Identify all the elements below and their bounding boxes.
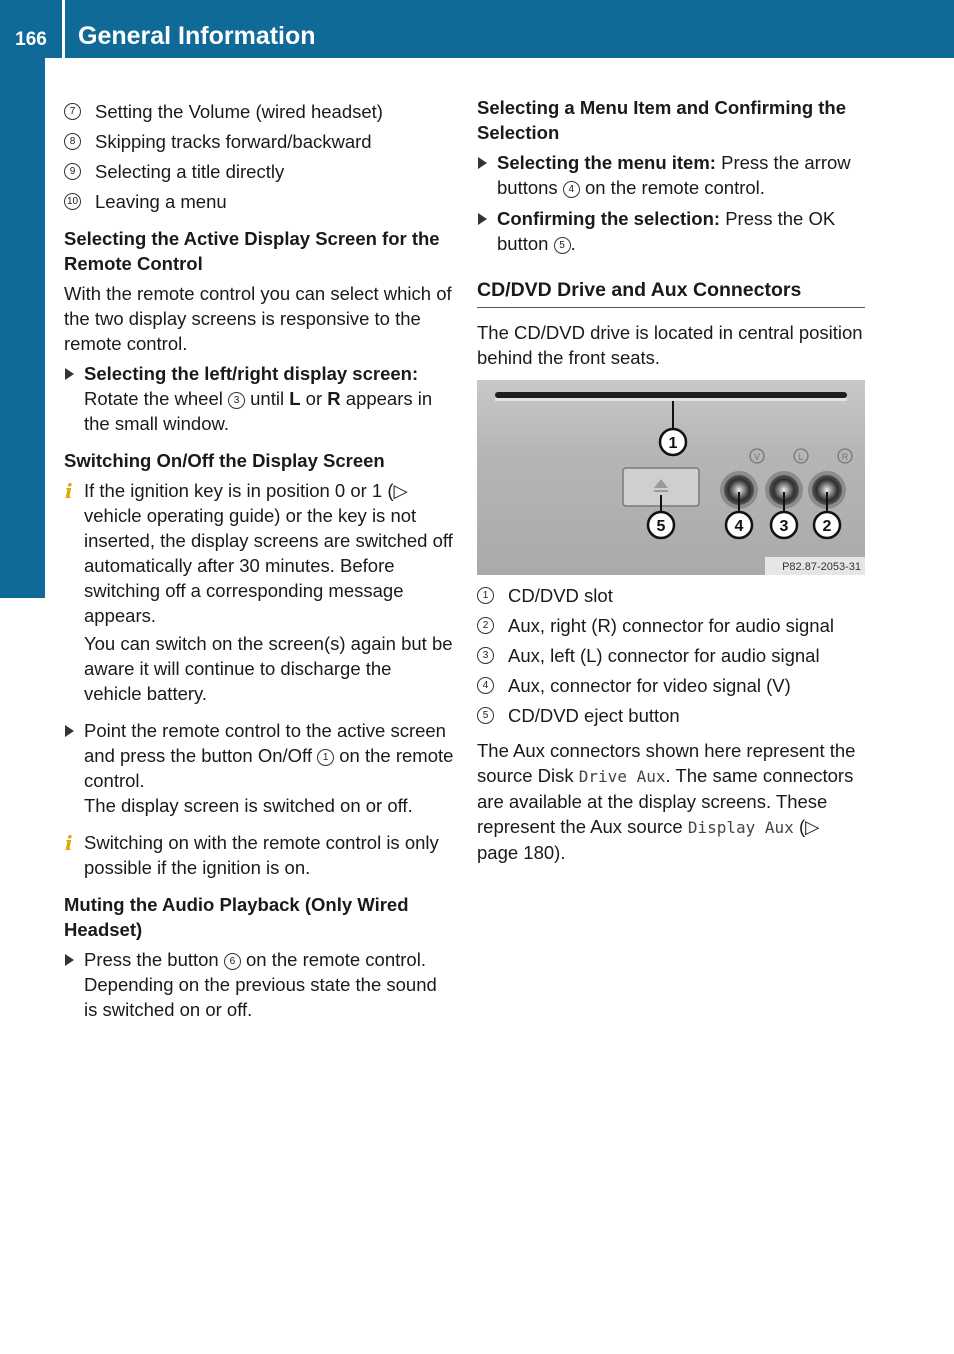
number-circle-icon: 9 — [64, 163, 81, 180]
instruction-step: Point the remote control to the active screen and press the button On/Off 1 on the remote control. The display screen is switched on or off. — [64, 718, 454, 818]
svg-text:L: L — [798, 452, 804, 462]
instruction-step: Selecting the left/right display screen: Rotate the wheel 3 until L or R appears in the small window. — [64, 361, 454, 436]
section-body: With the remote control you can select which of the two display screens is responsive to the remote control. — [64, 283, 452, 354]
legend-item: 4 Aux, connector for video signal (V) — [477, 673, 865, 698]
page-reference-link[interactable]: page 180). — [477, 842, 566, 863]
legend-item: 5 CD/DVD eject button — [477, 703, 865, 728]
drive-illustration — [477, 380, 865, 575]
section-heading: Switching On/Off the Display Screen — [64, 450, 385, 471]
section-body: The CD/DVD drive is located in central position behind the front seats. — [477, 322, 863, 368]
info-note: i If the ignition key is in position 0 or 1 (▷ vehicle operating guide) or the key is not inserted, the display screens are switched off automatically after 30 minutes. Before switching off a corresponding message appears. You can switch on the screen(s) again but be aware it will continue to discharge the vehicle battery. — [65, 479, 453, 704]
svg-text:V: V — [753, 452, 761, 462]
step-arrow-icon — [65, 954, 74, 966]
number-circle-icon: 5 — [554, 237, 571, 254]
svg-text:5: 5 — [656, 518, 666, 535]
number-circle-icon: 1 — [477, 587, 494, 604]
step-arrow-icon — [65, 368, 74, 380]
cd-dvd-drive-photo — [477, 380, 865, 575]
number-circle-icon: 2 — [477, 617, 494, 634]
figure-code: P82.87-2053-31 — [782, 561, 861, 573]
step-arrow-icon — [478, 157, 487, 169]
page-title: General Information — [78, 22, 316, 50]
info-icon: i — [65, 479, 73, 503]
step-result: The display screen is switched on or off. — [84, 795, 413, 816]
number-circle-icon: 10 — [64, 193, 81, 210]
legend-item: 1 CD/DVD slot — [477, 583, 865, 608]
info-note: i Switching on with the remote control is only possible if the ignition is on. — [65, 831, 439, 878]
step-result: Depending on the previous state the sound is switched on or off. — [84, 974, 437, 1020]
number-circle-icon: 3 — [228, 392, 245, 409]
section-heading: Selecting a Menu Item and Confirming the Selection — [477, 97, 847, 143]
list-item: 7 Setting the Volume (wired headset) — [64, 99, 454, 124]
info-icon: i — [65, 831, 73, 855]
svg-text:R: R — [841, 452, 849, 462]
list-item: 9 Selecting a title directly — [64, 159, 454, 184]
number-circle-icon: 5 — [477, 707, 494, 724]
number-circle-icon: 7 — [64, 103, 81, 120]
aux-description: The Aux connectors shown here represent the source Disk Drive Aux. The same connectors are available at the display screens. These represent the Aux source Display Aux (▷ page 180). — [477, 740, 856, 863]
number-circle-icon: 4 — [563, 181, 580, 198]
svg-text:3: 3 — [779, 518, 789, 535]
instruction-step: Press the button 6 on the remote control. Depending on the previous state the sound is switched on or off. — [64, 947, 454, 1022]
list-item: 10 Leaving a menu — [64, 189, 454, 214]
step-arrow-icon — [478, 213, 487, 225]
svg-text:1: 1 — [668, 435, 678, 452]
left-column — [64, 99, 454, 1028]
right-column — [477, 95, 865, 865]
header-divider — [62, 0, 65, 58]
svg-text:4: 4 — [734, 518, 744, 535]
legend-item: 3 Aux, left (L) connector for audio signal — [477, 643, 865, 668]
side-tab-label: Rear Seat Entertainment — [6, 213, 37, 539]
section-heading: Muting the Audio Playback (Only Wired Headset) — [64, 894, 409, 940]
number-circle-icon: 6 — [224, 953, 241, 970]
number-circle-icon: 4 — [477, 677, 494, 694]
section-heading: Selecting the Active Display Screen for the Remote Control — [64, 228, 440, 274]
legend-item: 2 Aux, right (R) connector for audio signal — [477, 613, 865, 638]
page-number: 166 — [15, 29, 47, 50]
instruction-step: Selecting the menu item: Press the arrow buttons 4 on the remote control. — [477, 150, 865, 200]
instruction-step: Confirming the selection: Press the OK button 5 . — [477, 206, 865, 256]
list-item: 8 Skipping tracks forward/backward — [64, 129, 454, 154]
number-circle-icon: 3 — [477, 647, 494, 664]
section-title: CD/DVD Drive and Aux Connectors — [477, 278, 865, 308]
number-circle-icon: 1 — [317, 749, 334, 766]
step-arrow-icon — [65, 725, 74, 737]
number-circle-icon: 8 — [64, 133, 81, 150]
svg-text:2: 2 — [822, 518, 832, 535]
